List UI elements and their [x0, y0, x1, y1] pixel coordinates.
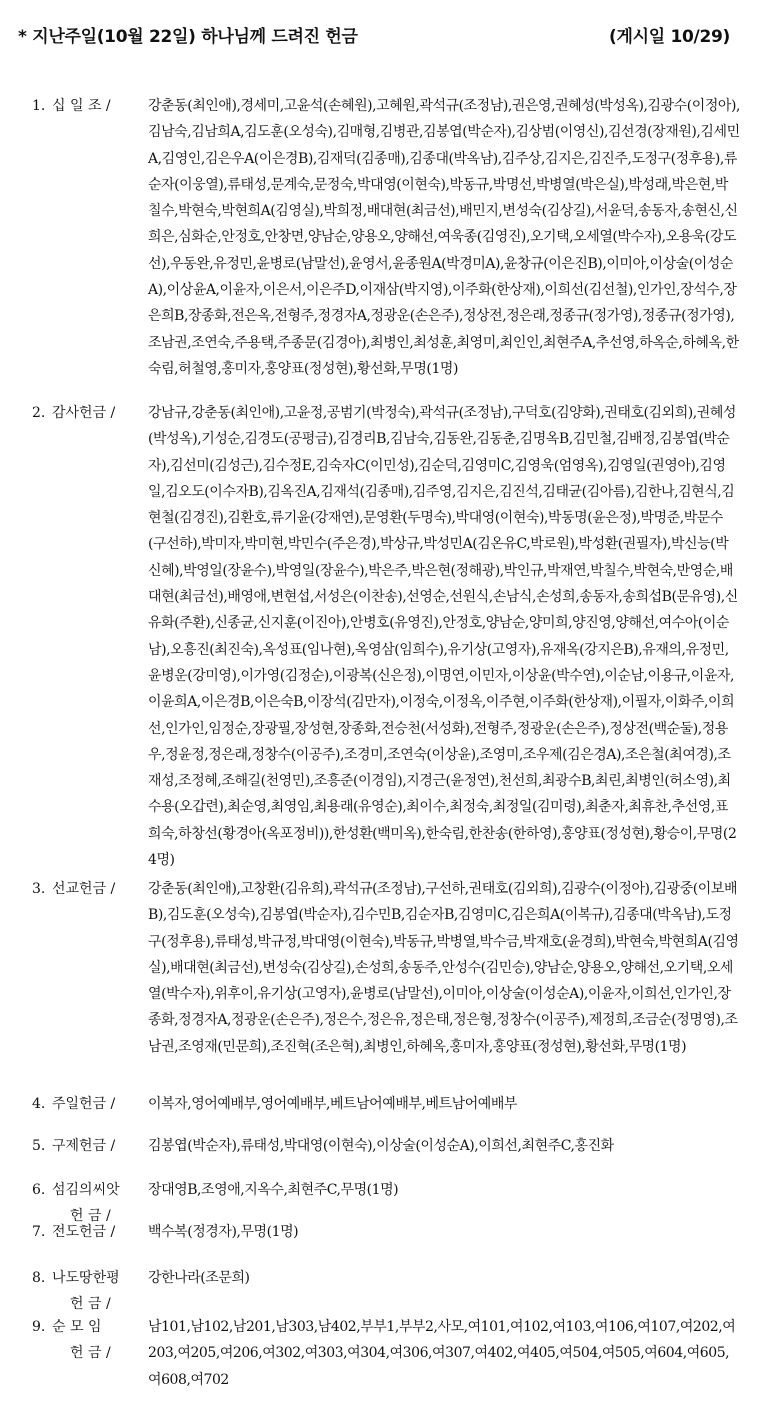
page-title: * 지난주일(10월 22일) 하나님께 드려진 헌금 — [18, 27, 358, 47]
entry-donors: 강춘동(최인애),경세미,고윤석(손혜원),고혜원,곽석규(조정남),권은영,권혜성(박성옥),김광수(이정아),김남숙,김남희A,김도훈(오성숙),김매형,김병관,김봉엽(박순자),김상범(이영신),김선경(장재원),김세민A,김영인,김은우A(이은경B),김재덕(김종매),김종대(박옥남),김주상,김지은,김진주,도정구(정후용),류순자(이웅열),류태성,문계숙,문정숙,박대영(이현숙),박동규,박명선,박병열(박은실),박성래,박은현,박칠수,박현숙,박현희A(김영실),박희정,배대현(최금선),배민지,변성숙(김상길),서윤덕,송동자,송현신,신희은,심화순,안정호,안창면,양남순,양용오,양해선,여욱종(김영진),오기택,오세열(박수자),오용욱(강도선),우동완,유정민,윤병로(남말선),윤영서,윤종원A(박경미A),윤창규(이은진B),이미아,이상술(이성순A),이상윤A,이윤자,이은서,이은주D,이재삼(박지영),이주화(한상재),이희선(김선철),인가인,장석수,장은희B,장종화,전은옥,전형주,정경자A,정광운(손은주),정상전,정은래,정종규(정가영),정종규(정가영),조남권,조연숙,주용택,주종문(김경아),최병인,최성훈,최영미,최인인,최현주A,추선영,하옥순,하혜옥,한숙림,허철영,홍미자,홍양표(정성현),황선화,무명(1명) — [148, 98, 741, 377]
entry-number: 2. — [32, 405, 46, 421]
entry-donors: 남101,남102,남201,남303,남402,부부1,부부2,사모,여101,여102,여103,여106,여107,여202,여203,여205,여206,여302,여303,여304,여306,여307,여402,여405,여504,여505,여604,여605,여608,여702 — [148, 1319, 736, 1388]
page-header — [18, 22, 730, 52]
entry-label-line2: 헌 금 / — [70, 1345, 111, 1362]
entry-label — [52, 400, 144, 426]
entry-number: 6. — [32, 1182, 46, 1198]
entry-label — [52, 1133, 144, 1159]
entry-donors: 강남규,강춘동(최인애),고윤정,공범기(박정숙),곽석규(조정남),구덕호(김양화),권태호(김외희),권혜성(박성옥),기성순,김경도(공평금),김경리B,김남숙,김동완,김동춘,김명옥B,김민철,김배정,김봉엽(박순자),김선미(김성근),김수정E,김숙자C(이민성),김순덕,김영미C,김영욱(엄영옥),김영일(권영아),김영일,김오도(이수자B),김옥진A,김재석(김종매),김주영,김지은,김진석,김태균(김아름),김한나,김현식,김현철(김경진),김환호,류기윤(강재연),문영환(두명숙),박대영(이현숙),박동명(윤은정),박명준,박문수(구선하),박미자,박미현,박민수(주은경),박상규,박성민A(김온유C,박로원),박성환(권필자),박신능(박신혜),박영일(장윤수),박영일(장윤수),박은주,박은현(정해광),박인규,박재연,박칠수,박현숙,반영순,배대현(최금선),배영애,변현섭,서성은(이찬송),선영순,선원식,손남식,손성희,송동자,송희섭B(문유영),신유화(주환),신종균,신지훈(이진아),안병호(유영진),안정호,양남순,양미희,양진영,양해선,여수아(이순남),오흥진(최진숙),옥성표(임나현),옥영삼(임희수),유기상(고영자),유재옥(강지은B),유재의,유정민,윤병운(강미영),이가영(김정순),이광복(신은정),이명연,이민자,이상윤(박수연),이순남,이용규,이윤자,이윤희A,이은경B,이은숙B,이장석(김만자),이정숙,이정옥,이주현,이주화(한상재),이필자,이화주,이희선,인가인,임정순,장광필,장성현,장종화,전승천(서성화),전형주,정광운(손은주),정상전(백순둘),정용우,정윤정,정은래,정창수(이공주),조경미,조연숙(이상윤),조영미,조우제(김은경A),조은철(최여경),조재성,조정혜,조해길(천영민),조흥준(이경임),지경근(윤정연),천선희,최광수B,최린,최병인(허소영),최수용(오갑련),최순영,최영임,최용래(유영순),최이수,최정숙,최정일(김미령),최춘자,최휴찬,추선영,표희숙,하창선(황경아(옥포정비)),한성환(백미옥),한숙림,한찬송(한하영),홍양표(정성현),황승이,무명(24명) — [148, 405, 738, 869]
entry-label-line2: 헌 금 / — [70, 1208, 111, 1225]
entry-label — [52, 1314, 144, 1367]
entry-label — [52, 93, 144, 119]
entry-label — [52, 876, 144, 902]
entry-donors: 김봉엽(박순자),류태성,박대영(이현숙),이상술(이성순A),이희선,최현주C,홍진화 — [148, 1138, 614, 1154]
entry-donors: 장대영B,조영애,지옥수,최현주C,무명(1명) — [148, 1182, 399, 1198]
entry-number: 3. — [32, 881, 46, 897]
entry-number: 8. — [32, 1270, 46, 1286]
entry-label — [52, 1265, 144, 1318]
entry-label-line1: 섬김의씨앗 — [52, 1182, 120, 1198]
entry-number: 5. — [32, 1138, 46, 1154]
entry-label-line1: 십 일 조 / — [52, 98, 111, 114]
entry-label-line1: 순 모 임 — [52, 1319, 102, 1335]
entry-donors: 이복자,영어예배부,영어예배부,베트남어예배부,베트남어예배부 — [148, 1096, 517, 1112]
entry-label-line1: 구제헌금 / — [52, 1138, 116, 1154]
entry-label-line1: 선교헌금 / — [52, 881, 116, 897]
entry-number: 7. — [32, 1224, 46, 1240]
entry-label — [52, 1091, 144, 1117]
entry-label-line1: 감사헌금 / — [52, 405, 116, 421]
entry-label-line1: 주일헌금 / — [52, 1096, 116, 1112]
entry-label-line2: 헌 금 / — [70, 1296, 111, 1313]
entry-label-line1: 전도헌금 / — [52, 1224, 116, 1240]
entry-donors: 강춘동(최인애),고창환(김유희),곽석규(조정남),구선하,권태호(김외희),김광수(이정아),김광중(이보배B),김도훈(오성숙),김봉엽(박순자),김수민B,김순자B,김영미C,김은희A(이복규),김종대(박옥남),도정구(정후용),류태성,박규정,박대영(이현숙),박동규,박병열,박수금,박재호(윤경희),박현숙,박현희A(김영실),배대현(최금선),변성숙(김상길),손성희,송동주,안성수(김민승),양남순,양용오,양해선,오기택,오세열(박수자),위후이,유기상(고영자),윤병로(남말선),이미아,이상술(이성순A),이윤자,이희선,인가인,장종화,정경자A,정광운(손은주),정은수,정은유,정은태,정은형,정창수(이공주),제정희,조금순(정명영),조남권,조영재(민문희),조진혁(조은혁),최병인,하혜옥,홍미자,홍양표(정성현),황선화,무명(1명) — [148, 881, 739, 1055]
entry-number: 9. — [32, 1319, 46, 1335]
posted-date: (게시일 10/29) — [609, 27, 730, 47]
entry-donors: 강한나라(조문희) — [148, 1270, 250, 1286]
entry-number: 4. — [32, 1096, 46, 1112]
entry-number: 1. — [32, 98, 46, 114]
entry-donors: 백수복(정경자),무명(1명) — [148, 1224, 299, 1240]
entry-label — [52, 1219, 144, 1245]
entry-label-line1: 나도땅한평 — [52, 1270, 120, 1286]
